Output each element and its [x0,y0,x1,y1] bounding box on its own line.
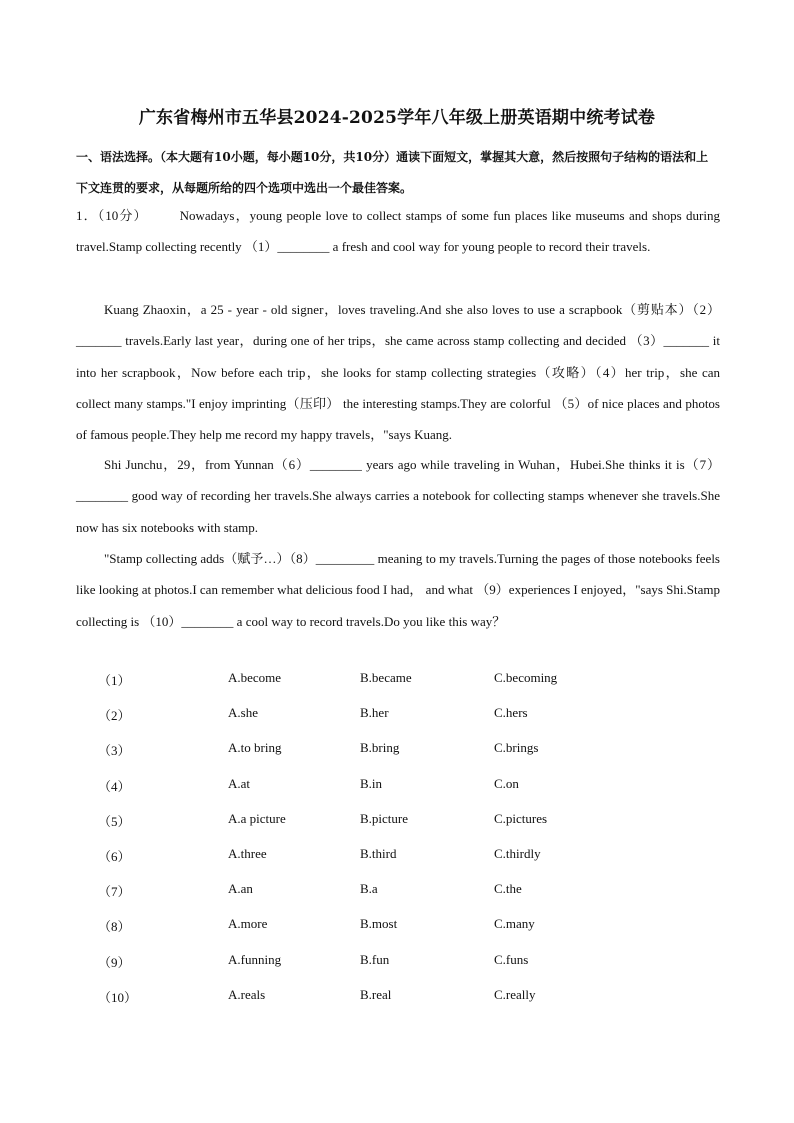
option-row [76,670,720,705]
question-number: 1．（10分） [76,208,148,223]
option-a[interactable]: A.at [228,775,251,791]
option-b[interactable]: B.most [360,916,398,932]
option-number: （7） [98,884,131,900]
option-c[interactable]: C.brings [494,740,539,756]
option-a[interactable]: A.to bring [228,740,282,756]
option-a[interactable]: A.a picture [228,810,286,826]
option-a[interactable]: A.more [228,916,268,932]
option-a[interactable]: A.funning [228,951,282,967]
section-heading: 一、语法选择。（本大题有10小题，每小题10分，共10分）通读下面短文，掌握其大意，然后按照句子结构的语法和上下文连贯的要求，从每题所给的四个选项中选出一个最佳答案。 [76,150,709,195]
option-number: （6） [98,848,131,864]
option-row [76,916,720,951]
option-row [76,987,720,1022]
option-number: （4） [98,778,131,794]
option-a[interactable]: A.an [228,881,253,897]
option-a[interactable]: A.become [228,670,282,685]
option-row [76,776,720,811]
page-title: 广东省梅州市五华县2024-2025学年八年级上册英语期中统考试卷 [138,108,656,128]
option-c[interactable]: C.really [494,986,536,1002]
option-b[interactable]: B.a [360,881,378,897]
option-c[interactable]: C.the [494,881,522,897]
options-table [76,670,720,1022]
option-number: （1） [98,673,131,688]
option-row [76,952,720,987]
option-b[interactable]: B.fun [360,951,390,967]
option-c[interactable]: C.on [494,775,519,791]
option-b[interactable]: B.in [360,775,383,791]
paragraph-1-text: Nowadays，young people love to collect stamps of some fun places like museums and shops during travel.Stamp collecting recently （1）________ a fresh and cool way for young people to record their travels. [76,208,720,255]
option-number: （9） [98,954,131,970]
option-row [76,846,720,881]
option-c[interactable]: C.funs [494,951,529,967]
option-c[interactable]: C.pictures [494,810,548,826]
question-paragraph-1 [76,200,720,263]
option-a[interactable]: A.reals [228,986,266,1002]
option-row [76,811,720,846]
option-a[interactable]: A.three [228,845,267,861]
option-number: （5） [98,813,131,829]
option-number: （3） [98,743,131,759]
question-paragraph-2: Kuang Zhaoxin，a 25 - year - old signer，loves traveling.And she also loves to use a scrapbook（剪贴本）（2）_______ travels.Early last year，during one of her trips，she came across stamp collecting and decided （3）_______ it into her scrapbook，Now before each trip，she looks for stamp collecting strategies（攻略）（4）her trip，she can collect many stamps."I enjoy imprinting（压印） the interesting stamps.They are colorful （5）of nice places and photos of famous people.They help me record my happy travels，"says Kuang. [76,302,720,443]
option-row [76,740,720,775]
option-b[interactable]: B.her [360,705,389,721]
option-b[interactable]: B.third [360,845,397,861]
option-number: （10） [98,989,138,1005]
option-b[interactable]: B.real [360,986,392,1002]
option-a[interactable]: A.she [228,705,258,721]
option-b[interactable]: B.became [360,670,412,685]
option-c[interactable]: C.becoming [494,670,558,685]
option-c[interactable]: C.hers [494,705,528,721]
option-number: （8） [98,919,131,935]
option-b[interactable]: B.picture [360,810,409,826]
question-paragraph-4: "Stamp collecting adds（赋予…）（8）_________ meaning to my travels.Turning the pages of those notebooks feels like looking at photos.I can remember what delicious food I had， and what （9）experiences I enjoyed，"says Shi.Stamp collecting is （10）________ a cool way to record travels.Do you like this way？ [76,551,720,629]
option-c[interactable]: C.many [494,916,535,932]
question-paragraph-3: Shi Junchu，29，from Yunnan（6）________ years ago while traveling in Wuhan，Hubei.She thinks it is（7）________ good way of recording her travels.She always carries a notebook for collecting stamps whenever she travels.She now has six notebooks with stamp. [76,457,720,535]
option-row [76,881,720,916]
option-number: （2） [98,708,131,724]
option-row [76,705,720,740]
option-b[interactable]: B.bring [360,740,400,756]
option-c[interactable]: C.thirdly [494,845,541,861]
